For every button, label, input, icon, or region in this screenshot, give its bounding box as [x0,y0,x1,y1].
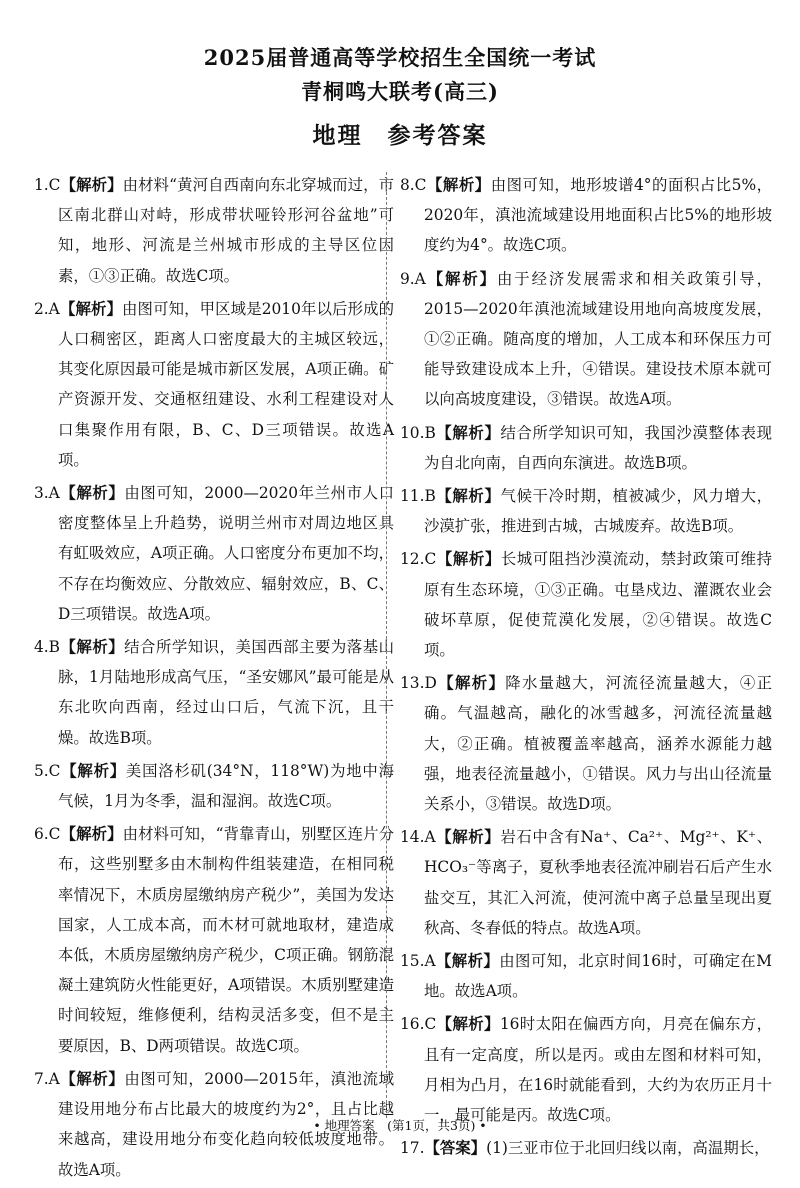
item-number: 1.C [34,176,61,194]
item-number: 16.C [400,1015,437,1034]
item-text: 由图可知，2000—2020年兰州市人口密度整体呈上升趋势，说明兰州市对周边地区具有虹吸效应，A项正确。人口密度分布更加不均，不存在均衡效应、分散效应、辐射效应，B、C、D三项错误。故选A项。 [58,484,394,623]
answer-item [400,668,772,819]
item-tag: 【解析】 [59,1069,125,1088]
answer-item [34,756,394,816]
exam-title: 2025届普通高等学校招生全国统一考试 [203,45,597,70]
answer-item [34,294,394,475]
item-text: 16时太阳在偏西方向，月亮在偏东方，且有一定高度，所以是丙。或由左图和材料可知，月相为凸月，在16时就能看到，大约为农历正月十一，最可能是丙。故选C项。 [424,1015,772,1125]
item-tag: 【解析】 [435,423,501,442]
item-text: 由图可知，北京时间16时，可确定在M地。故选A项。 [424,952,772,1001]
item-tag: 【解析】 [435,828,501,847]
answer-item [400,544,772,665]
item-number: 17. [400,1139,425,1158]
answer-title: 地理 参考答案 [312,122,488,149]
item-text: 由于经济发展需求和相关政策引导，2015—2020年滇池流域建设用地向高坡度发展，①②正确。随高度的增加，人工成本和环保压力可能导致建设成本上升，④错误。建设技术原本就可以向高坡度建设，③错误。故选A项。 [424,269,772,409]
answer-item [400,822,772,943]
item-text: 由图可知，甲区域是2010年以后形成的人口稠密区，距离人口密度最大的主城区较远，其变化原因最可能是城市新区发展，A项正确。矿产资源开发、交通枢纽建设、水利工程建设对人口集聚作用有限，B、C、D三项错误。故选A项。 [58,299,394,469]
item-number: 6.C [34,825,61,844]
item-text: 由材料可知，“背靠青山，别墅区连片分布，这些别墅多由木制构件组装建造，在相同税率情况下，木质房屋缴纳房产税少”，美国为发达国家，人工成本高，而木材可就地取材，建造成本低，木质房屋缴纳房产税少，C项正确。钢筋混凝土建筑防火性能更好，A项错误。木质别墅建造时间较短，维修便利，结构灵活多变，但不是主要原因，B、D两项错误。故选C项。 [58,825,394,1055]
item-tag: 【解析】 [436,1015,500,1034]
answer-item [400,946,772,1006]
item-text: 降水量越大，河流径流量越大，④正确。气温越高，融化的冰雪越多，河流径流量越大，②正确。植被覆盖率越高，涵养水源能力越强，地表径流量越小，①错误。风力与出山径流量关系小，③错误。故选D项。 [424,674,772,814]
answer-item [400,1009,772,1130]
answer-item [400,418,772,478]
item-number: 10.B [400,423,436,442]
answer-item [34,478,394,629]
item-number: 15.A [400,952,436,971]
item-tag: 【解析】 [60,761,126,780]
item-tag: 【解析】 [436,674,506,693]
item-number: 7.A [34,1069,60,1088]
right-column [400,170,772,1167]
item-number: 14.A [400,828,436,847]
item-tag: 【解析】 [59,299,123,318]
item-tag: 【解析】 [425,269,497,288]
column-divider [386,172,387,1118]
answer-item [34,632,394,753]
item-tag: 【答案】 [424,1139,487,1158]
item-tag: 【解析】 [426,176,491,194]
item-number: 13.D [400,674,437,693]
item-number: 12.C [400,550,437,569]
item-tag: 【解析】 [436,550,501,569]
item-text: 岩石中含有Na⁺、Ca²⁺、Mg²⁺、K⁺、HCO₃⁻等离子，夏秋季地表径流冲刷岩石后产生水盐交互，其汇入河流，使河流中离子总量呈现出夏秋高、冬春低的特点。故选A项。 [424,828,772,937]
item-text: 由材料“黄河自西南向东北穿城而过，市区南北群山对峙，形成带状哑铃形河谷盆地”可知，地形、河流是兰州城市形成的主导区位因素，①③正确。故选C项。 [58,176,394,285]
answer-item [400,264,772,415]
item-number: 4.B [34,638,60,657]
item-tag: 【解析】 [60,176,123,194]
item-number: 11.B [400,487,436,506]
item-number: 8.C [400,176,427,194]
page-footer: • 地理答案 (第1页，共3页) • [313,1118,487,1133]
item-number: 2.A [34,299,60,318]
answer-item [34,170,394,291]
item-text: 美国洛杉矶(34°N，118°W)为地中海气候，1月为冬季，温和湿润。故选C项。 [58,761,394,811]
item-number: 9.A [400,269,426,288]
answer-item [400,1133,772,1163]
item-text: 气候干冷时期，植被减少，风力增大，沙漠扩张，推进到古城，古城废弃。故选B项。 [424,487,772,536]
left-column [34,170,394,1188]
exam-subtitle: 青桐鸣大联考(高三) [301,79,499,104]
item-tag: 【解析】 [435,952,500,971]
item-text: (1)三亚市位于北回归线以南，高温期长， [486,1139,770,1158]
item-text: 由图可知，地形坡谱4°的面积占比5%，2020年，滇池流域建设用地面积占比5%的地形坡度约为4°。故选C项。 [424,176,772,255]
item-number: 3.A [34,484,60,503]
answer-item [400,170,772,261]
item-tag: 【解析】 [435,487,501,506]
item-text: 结合所学知识，美国西部主要为落基山脉，1月陆地形成高气压，“圣安娜风”最可能是从东北吹向西南，经过山口后，气流下沉，且干燥。故选B项。 [58,638,394,747]
item-text: 长城可阻挡沙漠流动，禁封政策可维持原有生态环境，①③正确。屯垦戍边、灌溉农业会破坏草原，促使荒漠化发展，②④错误。故选C项。 [424,550,772,660]
item-tag: 【解析】 [60,825,123,844]
answer-item [34,819,394,1061]
item-tag: 【解析】 [59,484,125,503]
item-text: 由图可知，2000—2015年，滇池流域建设用地分布占比最大的坡度约为2°，且占比越来越高，建设用地分布变化趋向较低坡度地带。故选A项。 [58,1069,394,1179]
item-text: 结合所学知识可知，我国沙漠整体表现为自北向南，自西向东演进。故选B项。 [424,423,772,472]
item-number: 5.C [34,761,61,780]
item-tag: 【解析】 [60,638,125,657]
answer-item [400,481,772,541]
